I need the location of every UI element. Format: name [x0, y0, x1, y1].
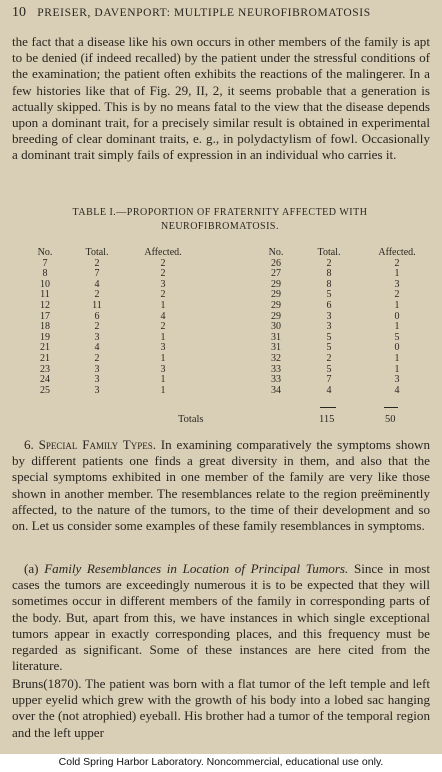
cell-affected: 0 — [394, 342, 400, 354]
table-row — [256, 259, 432, 270]
cell-affected: 1 — [160, 331, 166, 343]
cell-no: 33 — [271, 363, 281, 375]
totals-label: Totals — [178, 414, 204, 425]
table-row — [28, 312, 194, 323]
cell-total: 2 — [94, 321, 100, 333]
cell-no: 17 — [40, 310, 50, 322]
table-row — [28, 365, 194, 376]
table-row — [256, 269, 432, 280]
cell-affected: 1 — [160, 352, 166, 364]
cell-affected: 3 — [160, 342, 166, 354]
running-head — [12, 4, 371, 21]
table-row — [28, 386, 194, 397]
table-row — [28, 354, 194, 365]
cell-no: 11 — [40, 289, 50, 301]
cell-total: 7 — [94, 268, 100, 280]
cell-total: 2 — [94, 289, 100, 301]
affected-sum: 50 — [385, 414, 396, 425]
subsection-label: (a) — [24, 561, 45, 576]
cell-affected: 1 — [394, 352, 400, 364]
cell-affected: 1 — [394, 268, 400, 280]
cell-affected: 2 — [394, 289, 400, 301]
cell-no: 26 — [271, 257, 281, 269]
cell-affected: 4 — [394, 384, 400, 396]
cell-no: 31 — [271, 342, 281, 354]
cell-total: 2 — [94, 352, 100, 364]
cell-total: 5 — [326, 342, 332, 354]
table-right-half — [256, 248, 432, 396]
cell-total: 3 — [326, 310, 332, 322]
cell-no: 10 — [40, 278, 50, 290]
cell-no: 12 — [40, 299, 50, 311]
table-row — [256, 333, 432, 344]
cell-total: 8 — [326, 268, 332, 280]
table-row — [256, 280, 432, 291]
cell-total: 5 — [326, 331, 332, 343]
cell-total: 11 — [92, 299, 102, 311]
cell-affected: 1 — [394, 299, 400, 311]
cell-affected: 1 — [160, 299, 166, 311]
table-row — [256, 343, 432, 354]
column-header-no: No. — [37, 247, 53, 258]
cell-no: 29 — [271, 278, 281, 290]
cell-no: 7 — [42, 257, 48, 269]
cell-total: 5 — [326, 363, 332, 375]
section-6-paragraph — [12, 437, 430, 534]
cell-no: 31 — [271, 331, 281, 343]
column-header-total: Total. — [85, 247, 109, 258]
bruns-paragraph: Bruns(1870). The patient was born with a flat tumor of the left temple and left upper eyelid which grew with the growth of his body into a lobed sac hanging over the (not atrophied) eyeball. His brother had a tumor of the temporal region and the left upper — [12, 676, 430, 740]
cell-total: 4 — [326, 384, 332, 396]
table-caption-line-2: NEUROFIBROMATOSIS. — [160, 220, 279, 232]
cell-total: 7 — [326, 374, 332, 386]
cell-no: 29 — [271, 310, 281, 322]
section-number: 6. — [24, 437, 39, 452]
subsection-a-paragraph — [12, 561, 430, 674]
cell-total: 3 — [94, 331, 100, 343]
intro-paragraph: the fact that a disease like his own occurs in other members of the family is apt to be denied (if indeed recalled) by the patient under the stressful conditions of the examination; the patient often exhibits the reactions of the malingerer. In a few histories like that of Fig. 29, II, 2, it seems probable that a generation is actually skipped. This is by no means fatal to the view that the disease depends upon a dominant trait, for a precisely similar result is obtained in experimental breeding of clear dominant traits, e. g., in polydactylism of fowl. Occasionally a dominant trait simply fails of expression in an individual who carries it. — [12, 34, 430, 163]
table-header-row — [256, 248, 432, 259]
cell-total: 4 — [94, 342, 100, 354]
cell-affected: 1 — [160, 374, 166, 386]
cell-no: 33 — [271, 374, 281, 386]
table-row — [256, 375, 432, 386]
cell-no: 29 — [271, 299, 281, 311]
cell-affected: 2 — [160, 268, 166, 280]
column-header-total: Total. — [317, 247, 341, 258]
cell-affected: 3 — [394, 278, 400, 290]
cell-affected: 2 — [394, 257, 400, 269]
cell-no: 18 — [40, 321, 50, 333]
column-header-affected: Affected. — [378, 247, 416, 258]
table-caption — [20, 206, 420, 233]
table-header-row — [28, 248, 194, 259]
cell-affected: 3 — [160, 278, 166, 290]
running-title: PREISER, DAVENPORT: MULTIPLE NEUROFIBROMATOSIS — [37, 7, 371, 19]
table-row — [256, 354, 432, 365]
column-header-no: No. — [268, 247, 284, 258]
cell-total: 6 — [94, 310, 100, 322]
cell-total: 3 — [94, 384, 100, 396]
cell-total: 3 — [326, 321, 332, 333]
cell-affected: 1 — [394, 321, 400, 333]
cell-total: 3 — [94, 374, 100, 386]
cell-no: 27 — [271, 268, 281, 280]
cell-affected: 2 — [160, 289, 166, 301]
cell-affected: 3 — [160, 363, 166, 375]
table-row — [256, 290, 432, 301]
cell-no: 32 — [271, 352, 281, 364]
cell-no: 8 — [42, 268, 48, 280]
cell-total: 5 — [326, 289, 332, 301]
cell-total: 6 — [326, 299, 332, 311]
cell-total: 4 — [94, 278, 100, 290]
subsection-body: Since in most cases the tumors are exceedingly numerous it is to be expected that they will sometimes occur in different members of the family in corresponding parts of the body. But, apart from this, we have instances in which single exceptional tumors appear in exactly corresponding places, and this frequency must be regarded as significant. Some of these instances are here cited from the literature. — [12, 561, 431, 674]
cell-affected: 2 — [160, 257, 166, 269]
cell-no: 23 — [40, 363, 50, 375]
table-row — [28, 290, 194, 301]
table-row — [28, 280, 194, 291]
cell-no: 21 — [40, 352, 50, 364]
table-caption-line-1: TABLE I.—PROPORTION OF FRATERNITY AFFECTED WITH — [72, 207, 368, 218]
cell-affected: 4 — [160, 310, 166, 322]
cell-no: 19 — [40, 331, 50, 343]
table-row — [28, 322, 194, 333]
table-row — [256, 386, 432, 397]
section-body: In examining comparatively the symptoms shown by different patients one finds a great diversity in them, and also that the special symptoms exhibited in one member of the family are very like those shown in another member. The resemblances relate to the region preëminently affected, to the nature of the tumors, to the time of their development and so on. Let us consider some examples of these family resemblances in symptoms. — [12, 437, 430, 534]
cell-no: 24 — [40, 374, 50, 386]
table-row — [256, 301, 432, 312]
cell-no: 29 — [271, 289, 281, 301]
affected-rule — [384, 407, 398, 408]
table-row — [28, 375, 194, 386]
cell-no: 30 — [271, 321, 281, 333]
cell-affected: 0 — [394, 310, 400, 322]
cell-affected: 1 — [394, 363, 400, 375]
footer-credit: Cold Spring Harbor Laboratory. Noncommercial, educational use only. — [58, 756, 384, 768]
section-heading: Special Family Types. — [38, 437, 156, 452]
cell-affected: 2 — [160, 321, 166, 333]
page-number: 10 — [12, 5, 26, 20]
subsection-heading: Family Resemblances in Location of Principal Tumors. — [44, 561, 349, 576]
cell-affected: 1 — [160, 384, 166, 396]
cell-no: 34 — [271, 384, 281, 396]
table-left-half — [28, 248, 194, 396]
total-sum: 115 — [319, 414, 335, 425]
cell-no: 21 — [40, 342, 50, 354]
cell-total: 2 — [326, 352, 332, 364]
cell-no: 25 — [40, 384, 50, 396]
cell-total: 3 — [94, 363, 100, 375]
table-row — [28, 343, 194, 354]
table-row — [28, 259, 194, 270]
cell-total: 2 — [94, 257, 100, 269]
cell-affected: 5 — [394, 331, 400, 343]
total-rule — [320, 407, 336, 408]
table-row — [28, 333, 194, 344]
table-row — [28, 301, 194, 312]
table-row — [256, 365, 432, 376]
cell-total: 2 — [326, 257, 332, 269]
table-row — [256, 312, 432, 323]
table-row — [256, 322, 432, 333]
cell-total: 8 — [326, 278, 332, 290]
table-row — [28, 269, 194, 280]
cell-affected: 3 — [394, 374, 400, 386]
column-header-affected: Affected. — [144, 247, 182, 258]
